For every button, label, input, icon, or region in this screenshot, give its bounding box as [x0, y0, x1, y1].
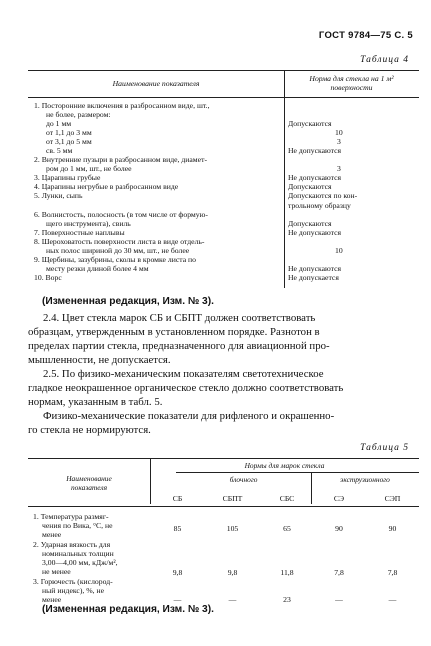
- table4-left-column: [34, 101, 282, 282]
- table4-right-line: Допускаются: [288, 119, 332, 129]
- page-header: ГОСТ 9784—75 С. 5: [318, 30, 413, 41]
- table4-right-line: [288, 255, 418, 264]
- table4-right-line: [288, 210, 418, 219]
- table4-right-line: 10: [335, 128, 343, 138]
- table5-cell: 7,8: [387, 568, 398, 577]
- table4-right-line: Не допускаются: [288, 263, 342, 273]
- table5-top-rule: [28, 458, 419, 459]
- table5-label-line: 1. Температура размяг-: [33, 512, 109, 521]
- table4-left-line: не более, размером:: [46, 110, 111, 120]
- table4-top-rule: [28, 70, 419, 71]
- table4-right-line: трольному образцу: [288, 200, 351, 210]
- table5-group-rule: [176, 472, 419, 473]
- paragraph-line: нормам, указанным в табл. 5.: [28, 396, 163, 408]
- table5-row-label: [33, 577, 113, 604]
- edit-note-1: (Измененная редакция, Изм. № 3).: [42, 296, 214, 307]
- paragraph-2-5: [28, 367, 420, 437]
- table4-left-line: св. 5 мм: [46, 146, 73, 156]
- table5-cell: 7,8: [334, 568, 344, 577]
- table5-cell: 90: [388, 524, 397, 533]
- table5-cell: 11,8: [280, 568, 294, 577]
- table5-cell: 23: [283, 595, 291, 604]
- table4-left-line: 3. Царапины грубые: [34, 173, 101, 183]
- table5-col-header-sep: СЭП: [384, 494, 401, 503]
- paragraph-line: пределах партии стекла, предназначенного для авиационной про-: [28, 340, 330, 352]
- table5-label-line: 3. Горючесть (кислород-: [33, 577, 113, 586]
- table5-cell: 9,8: [227, 568, 238, 577]
- table4-left-line: ных полос шириной до 30 мм, шт., не более: [46, 245, 190, 255]
- table4-left-line: 5. Лунки, сыпь: [34, 191, 83, 201]
- table4-right-line: 10: [335, 245, 343, 255]
- table4-right-column: [288, 101, 418, 282]
- table4-left-line: [34, 201, 282, 210]
- table4-left-line: 2. Внутренние пузыри в разбросанном виде, диамет-: [34, 155, 208, 165]
- table5-col-header-sbpt: СБПТ: [222, 494, 243, 503]
- table5-cell: 65: [283, 524, 291, 533]
- table4-left-line: месту резки длиной более 4 мм: [46, 263, 149, 273]
- table5-label-line: 2. Ударная вязкость для: [33, 540, 111, 549]
- table4-right-line: [288, 110, 418, 119]
- paragraph-line: Физико-механические показатели для рифленого и окрашенно-: [43, 410, 335, 422]
- table5-cell: —: [388, 595, 397, 604]
- table4-left-line: до 1 мм: [46, 119, 72, 129]
- table5-col1-header: [28, 474, 150, 492]
- table5-label-line: номинальных толщин: [42, 549, 114, 559]
- table5-cell: —: [173, 595, 182, 604]
- table4-left-line: 6. Волнистость, полосность (в том числе от формую-: [34, 209, 208, 219]
- table4-right-line: 3: [337, 164, 341, 174]
- table4-left-line: от 3,1 до 5 мм: [46, 137, 92, 147]
- table4-col2-header-line: поверхности: [330, 83, 373, 93]
- table4-right-line: Не допускается: [288, 272, 339, 282]
- table5-label-line: не менее: [42, 567, 71, 577]
- table4-left-line: 9. Щербины, зазубрины, сколы в кромке листа по: [34, 254, 197, 264]
- edit-note-2: (Измененная редакция, Изм. № 3).: [42, 604, 214, 615]
- table4-left-line: щего инструмента), свиль: [46, 218, 131, 228]
- table5-row-label: [33, 540, 118, 576]
- table4-header-rule: [28, 97, 419, 98]
- table4-right-line: Допускаются: [288, 182, 332, 192]
- paragraph-line: го стекла не нормируются.: [28, 424, 151, 436]
- table5-cell: 105: [226, 524, 239, 533]
- table5-cell: 85: [173, 524, 182, 533]
- table5-cell: 90: [335, 524, 343, 533]
- paragraph-line: образцам, утвержденным в установленном порядке. Разнотон в: [28, 326, 320, 338]
- table5-cell: 9,8: [172, 568, 183, 577]
- table4-right-line: 3: [337, 137, 341, 147]
- table4-right-line: Допускаются: [288, 218, 332, 228]
- table5-col-header-se: СЭ: [333, 494, 345, 503]
- table4-col1-header: Наименование показателя: [112, 79, 200, 88]
- table5-cell: —: [228, 595, 237, 604]
- table4-right-line: [288, 155, 418, 164]
- table4-left-line: от 1,1 до 3 мм: [46, 128, 92, 138]
- table4-right-line: Не допускаются: [288, 173, 342, 183]
- table4-body-divider: [284, 97, 285, 288]
- table4-left-line: 8. Шероховатость поверхности листа в виде отдель-: [34, 236, 205, 246]
- table5-sub-right-header: экструзионного: [340, 475, 390, 484]
- table5-label-line: 3,00—4,00 мм, кДж/м²,: [42, 558, 118, 568]
- table4-right-line: [288, 237, 418, 246]
- paragraph-2-4: [28, 311, 420, 367]
- table5-label-line: ный индекс), %, не: [42, 586, 104, 596]
- table4-left-line: ром до 1 мм, шт., не более: [46, 164, 132, 174]
- table4-left-line: 10. Ворс: [34, 272, 62, 282]
- paragraph-line: 2.4. Цвет стекла марок СБ и СБПТ должен соответствовать: [43, 312, 316, 324]
- table5-sub-left-header: блочного: [229, 475, 258, 484]
- table5-col1-header-line: показателя: [70, 483, 108, 492]
- table5-label-line: менее: [42, 595, 62, 605]
- table5-label-line: чения по Вика, °С, не: [42, 521, 113, 531]
- table4-col2-header-line: Норма для стекла на 1 м²: [309, 74, 394, 83]
- table4-right-line: [288, 101, 418, 110]
- table4-right-line: Допускаются по кон-: [288, 191, 358, 201]
- table5-header-rule: [28, 506, 419, 507]
- paragraph-line: гладкое неокрашенное органическое стекло должно соответствовать: [28, 382, 344, 394]
- table5-label-line: менее: [42, 530, 62, 540]
- table5-col-header-sbs: СБС: [279, 494, 295, 503]
- table4-caption: Таблица 4: [360, 55, 409, 65]
- table4-right-line: Не допускаются: [288, 146, 342, 156]
- table4-right-line: Не допускаются: [288, 227, 342, 237]
- table5-row-label: [33, 512, 113, 539]
- paragraph-line: 2.5. По физико-механическим показателям светотехническое: [43, 368, 324, 380]
- table4-left-line: 1. Посторонние включения в разбросанном виде, шт.,: [34, 101, 210, 110]
- table5-caption: Таблица 5: [360, 443, 409, 453]
- table4-left-line: 7. Поверхностные наплывы: [34, 227, 125, 237]
- table5-col1-header-line: Наименование: [66, 474, 112, 483]
- paragraph-line: мышленности, не допускается.: [28, 354, 171, 366]
- table5-col-header-sb: СБ: [172, 494, 183, 503]
- table5-group-header: Нормы для марок стекла: [244, 461, 325, 470]
- table5-cell: —: [335, 595, 343, 604]
- table4-left-line: 4. Царапины негрубые в разбросанном виде: [34, 182, 179, 192]
- table4-col2-header: [284, 74, 419, 92]
